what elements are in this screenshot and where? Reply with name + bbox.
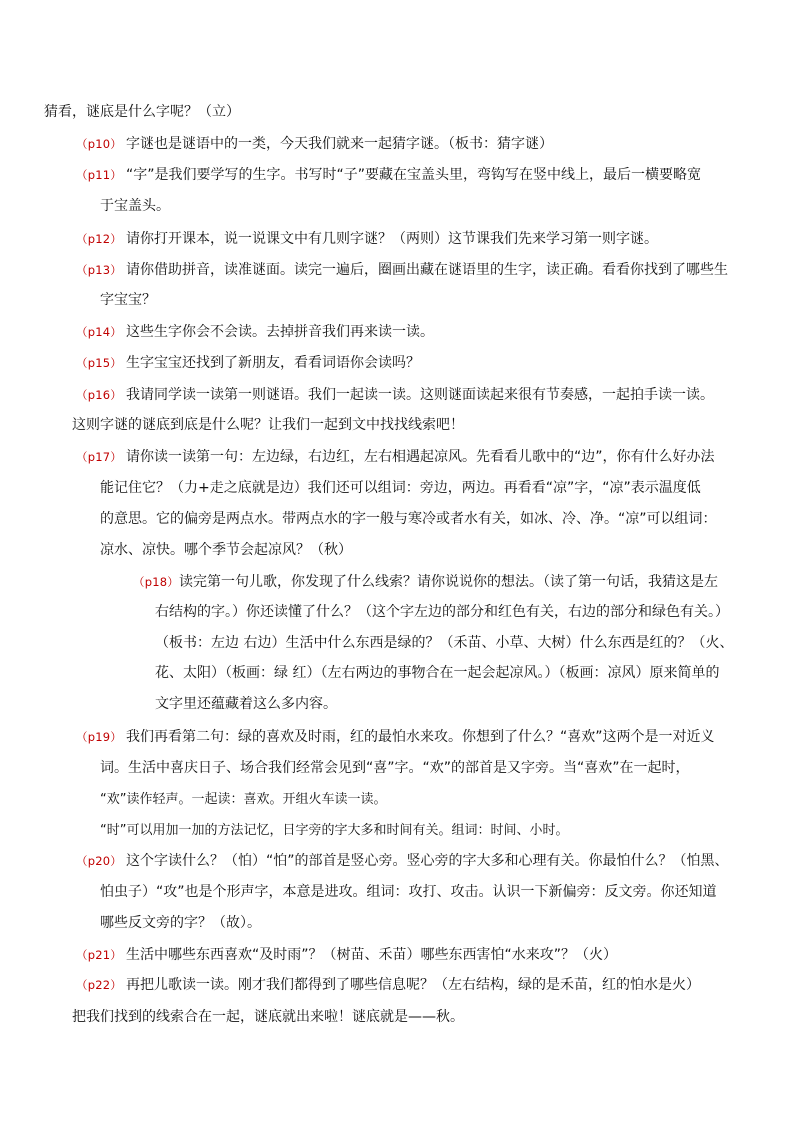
- page-tag: （p19）: [76, 730, 122, 744]
- paragraph-p13: （p13） 请你借助拼音，读准谜面。读完一遍后，圈画出藏在谜语里的生字，读正确。看看你找到了哪些生: [76, 262, 728, 278]
- page-tag: （p14）: [76, 325, 122, 339]
- paragraph-p15: （p15） 生字宝宝还找到了新朋友，看看词语你会读吗？: [76, 355, 420, 371]
- paragraph-p10: （p10） 字谜也是谜语中的一类，今天我们就来一起猜字谜。（板书：猜字谜）: [76, 136, 553, 152]
- paragraph-p21: （p21） 生活中哪些东西喜欢“及时雨”？（树苗、禾苗）哪些东西害怕“水来攻”？（火）: [76, 947, 618, 963]
- paragraph-p19-cont-2: “欢”读作轻声。一起读：喜欢。开组火车读一读。: [100, 792, 387, 807]
- paragraph-p16: （p16） 我请同学读一读第一则谜语。我们一起读一读。这则谜面读起来很有节奏感，一起拍手读一读。: [76, 387, 714, 403]
- paragraph-p18-cont-1: 右结构的字。）你还读懂了什么？（这个字左边的部分和红色有关，右边的部分和绿色有关。）: [155, 604, 729, 620]
- intro-line: 猜看，谜底是什么字呢？（立）: [44, 104, 240, 120]
- paragraph-p20: （p20） 这个字读什么？（怕）“怕”的部首是竖心旁。竖心旁的字大多和心理有关。你最怕什么？（怕黑、: [76, 853, 729, 869]
- paragraph-p13-cont: 字宝宝？: [100, 292, 156, 308]
- paragraph-p18: （p18）读完第一句儿歌，你发现了什么线索？请你说说你的想法。（读了第一句话，我猜这是左: [133, 574, 718, 590]
- paragraph-p17-cont-1: 能记住它？（力+走之底就是边）我们还可以组词：旁边，两边。再看看“凉”字，“凉”表示温度低: [100, 480, 701, 496]
- page-tag: （p20）: [76, 854, 122, 868]
- page-tag: （p21）: [76, 948, 122, 962]
- page-tag: （p11）: [76, 168, 122, 182]
- paragraph-p22: （p22） 再把儿歌读一读。刚才我们都得到了哪些信息呢？（左右结构，绿的是禾苗，红的怕水是火）: [76, 977, 700, 993]
- paragraph-p18-cont-2: （板书：左边 右边）生活中什么东西是绿的？（禾苗、小草、大树）什么东西是红的？（火、: [155, 635, 734, 651]
- page-tag: （p17）: [76, 450, 122, 464]
- paragraph-p14: （p14） 这些生字你会不会读。去掉拼音我们再来读一读。: [76, 324, 434, 340]
- page-tag: （p12）: [76, 232, 122, 246]
- page-tag: （p15）: [76, 356, 122, 370]
- paragraph-p17-cont-3: 凉水、凉快。哪个季节会起凉风？（秋）: [100, 542, 352, 558]
- transition-line: 这则字谜的谜底到底是什么呢？让我们一起到文中找找线索吧！: [72, 417, 464, 433]
- paragraph-p17-cont-2: 的意思。它的偏旁是两点水。带两点水的字一般与寒冷或者水有关，如冰、冷、净。“凉”可以组词：: [100, 511, 717, 527]
- paragraph-p11: （p11） “字”是我们要学写的生字。书写时“子”要藏在宝盖头里，弯钩写在竖中线上，最后一横要略宽: [76, 167, 702, 183]
- paragraph-p20-cont-1: 怕虫子）“攻”也是个形声字，本意是进攻。组词：攻打、攻击。认识一下新偏旁：反文旁。你还知道: [100, 884, 717, 900]
- page-tag: （p10）: [76, 137, 122, 151]
- paragraph-p20-cont-2: 哪些反文旁的字？（故）。: [100, 915, 261, 931]
- paragraph-p19-cont-3: “时”可以用加一加的方法记忆，日字旁的字大多和时间有关。组词：时间、小时。: [100, 823, 569, 838]
- paragraph-p18-cont-3: 花、太阳）（板画：绿 红）（左右两边的事物合在一起会起凉风。）（板画：凉风）原来简单的: [155, 665, 720, 681]
- paragraph-p18-cont-4: 文字里还蕴藏着这么多内容。: [155, 696, 337, 712]
- page-tag: （p22）: [76, 978, 122, 992]
- page-tag: （p16）: [76, 388, 122, 402]
- paragraph-p17: （p17） 请你读一读第一句：左边绿，右边红，左右相遇起凉风。先看看儿歌中的“边”，你有什么好办法: [76, 449, 715, 465]
- conclusion-line: 把我们找到的线索合在一起，谜底就出来啦！谜底就是——秋。: [72, 1009, 464, 1025]
- paragraph-p11-cont: 于宝盖头。: [100, 198, 170, 214]
- paragraph-p12: （p12） 请你打开课本，说一说课文中有几则字谜？（两则）这节课我们先来学习第一则字谜。: [76, 231, 658, 247]
- page-tag: （p18）: [133, 575, 179, 589]
- paragraph-p19: （p19） 我们再看第二句：绿的喜欢及时雨，红的最怕水来攻。你想到了什么？“喜欢”这两个是一对近义: [76, 729, 715, 745]
- page-tag: （p13）: [76, 263, 122, 277]
- paragraph-p19-cont-1: 词。生活中喜庆日子、场合我们经常会见到“喜”字。“欢”的部首是又字旁。当“喜欢”在一起时，: [100, 760, 690, 776]
